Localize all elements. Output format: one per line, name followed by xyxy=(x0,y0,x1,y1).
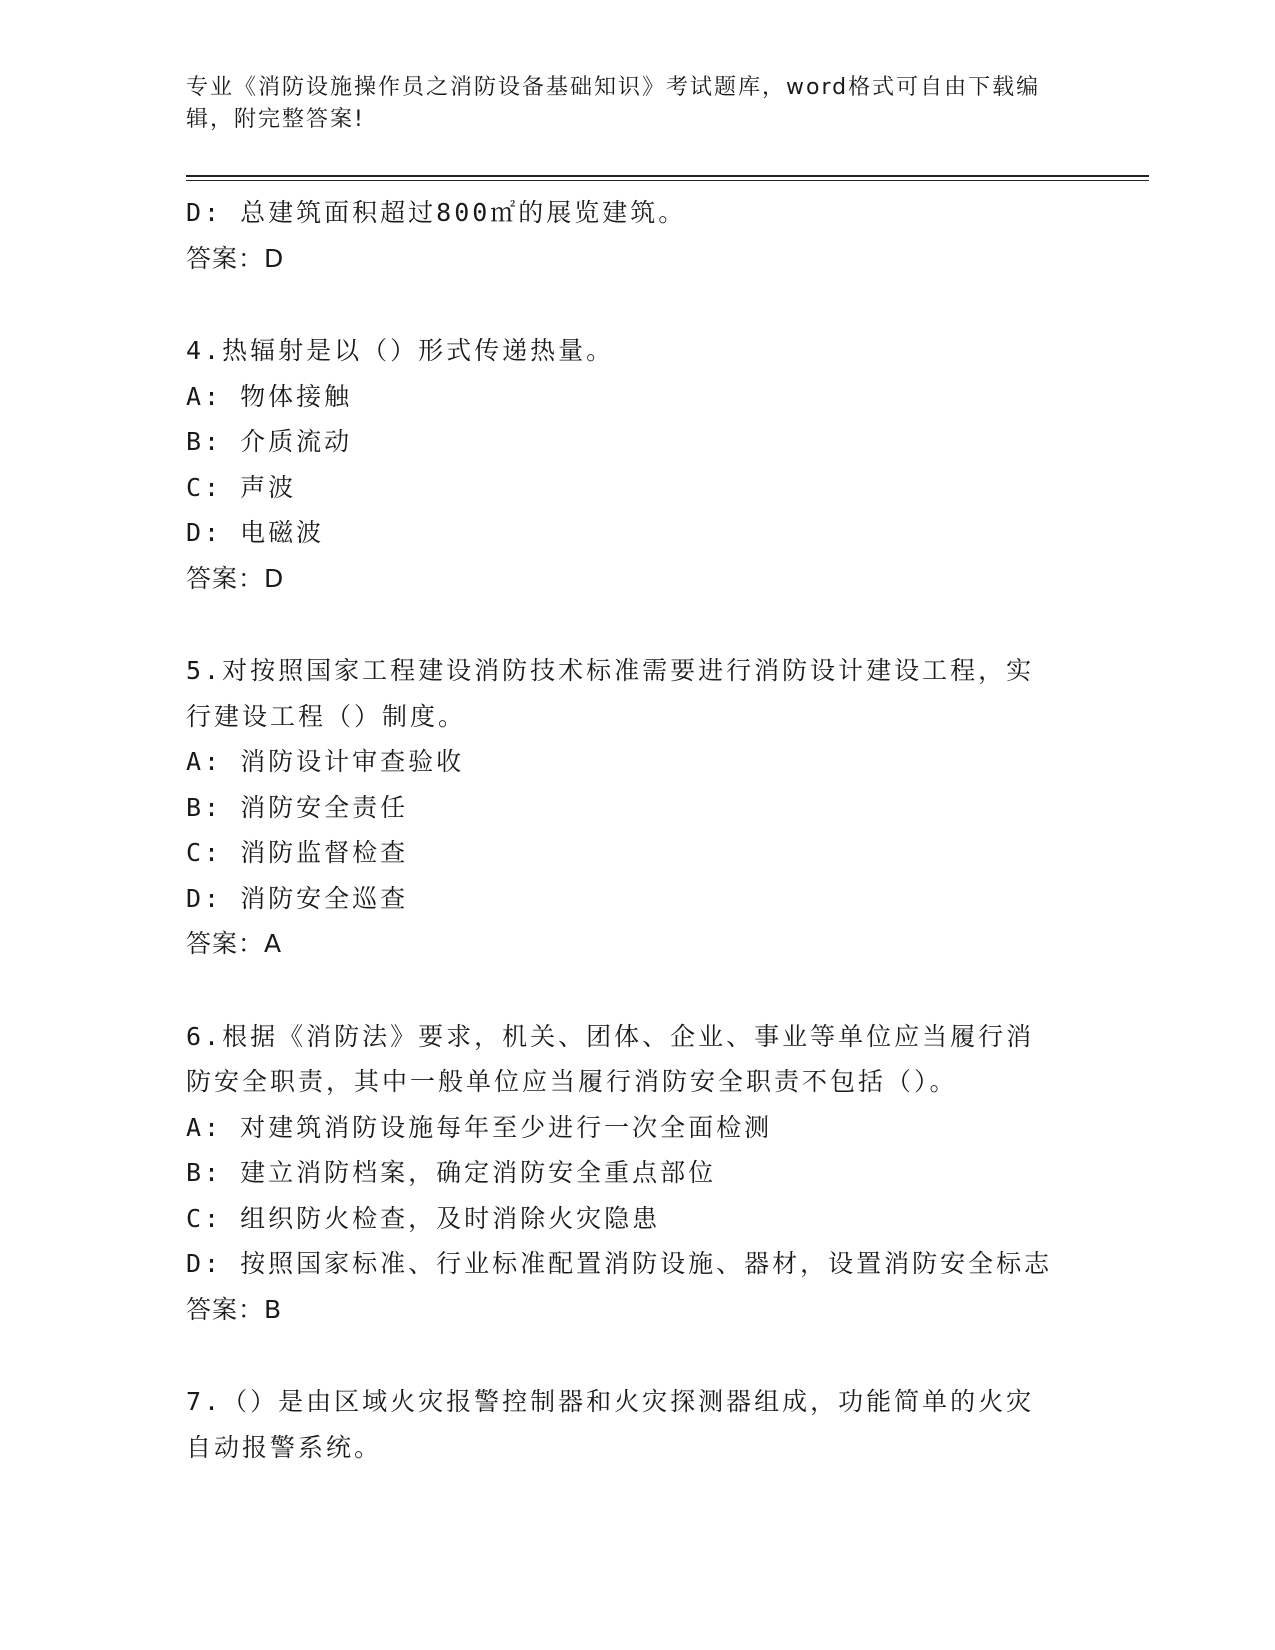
q4-option-c: C: 声波 xyxy=(186,472,297,502)
q4-stem: 4.热辐射是以（）形式传递热量。 xyxy=(186,336,615,365)
q5-option-d: D: 消防安全巡查 xyxy=(186,883,409,913)
q6-option-c: C: 组织防火检查，及时消除火灾隐患 xyxy=(186,1203,661,1233)
q5-option-b: B: 消防安全责任 xyxy=(186,792,409,822)
spacer xyxy=(186,1332,1126,1379)
question-body xyxy=(186,190,1126,1470)
q4-option-b: B: 介质流动 xyxy=(186,427,353,456)
q6-option-a: A: 对建筑消防设施每年至少进行一次全面检测 xyxy=(186,1112,773,1142)
q6-option-d: D: 按照国家标准、行业标准配置消防设施、器材，设置消防安全标志 xyxy=(186,1249,1053,1278)
q4-option-a: A: 物体接触 xyxy=(186,381,353,411)
q3-option-d: D: 总建筑面积超过800㎡的展览建筑。 xyxy=(186,198,687,227)
q5-stem-line1: 5.对按照国家工程建设消防技术标准需要进行消防设计建设工程，实 xyxy=(186,656,1035,685)
spacer xyxy=(186,601,1126,648)
q6-option-b: B: 建立消防档案，确定消防安全重点部位 xyxy=(186,1158,717,1187)
q7-stem-line1: 7.（）是由区域火灾报警控制器和火灾探测器组成，功能简单的火灾 xyxy=(186,1387,1035,1416)
q7-stem-line2: 自动报警系统。 xyxy=(186,1432,383,1462)
header-divider-thin xyxy=(186,180,1149,181)
q6-stem-line2: 防安全职责，其中一般单位应当履行消防安全职责不包括（）。 xyxy=(186,1067,958,1096)
q5-option-a: A: 消防设计审查验收 xyxy=(186,747,465,776)
q4-answer: 答案：D xyxy=(186,563,285,593)
header-divider xyxy=(186,175,1149,177)
q5-answer: 答案：A xyxy=(186,929,283,958)
q3-answer: 答案：D xyxy=(186,243,285,273)
q5-stem-line2: 行建设工程（）制度。 xyxy=(186,701,467,731)
q4-option-d: D: 电磁波 xyxy=(186,518,325,547)
spacer xyxy=(186,281,1126,328)
document-header: 专业《消防设施操作员之消防设备基础知识》考试题库，word格式可自由下载编辑，附完整答案! xyxy=(186,75,1041,132)
spacer xyxy=(186,967,1126,1014)
q5-option-c: C: 消防监督检查 xyxy=(186,838,409,867)
q6-stem-line1: 6.根据《消防法》要求，机关、团体、企业、事业等单位应当履行消 xyxy=(186,1021,1035,1051)
q6-answer: 答案：B xyxy=(186,1294,283,1324)
